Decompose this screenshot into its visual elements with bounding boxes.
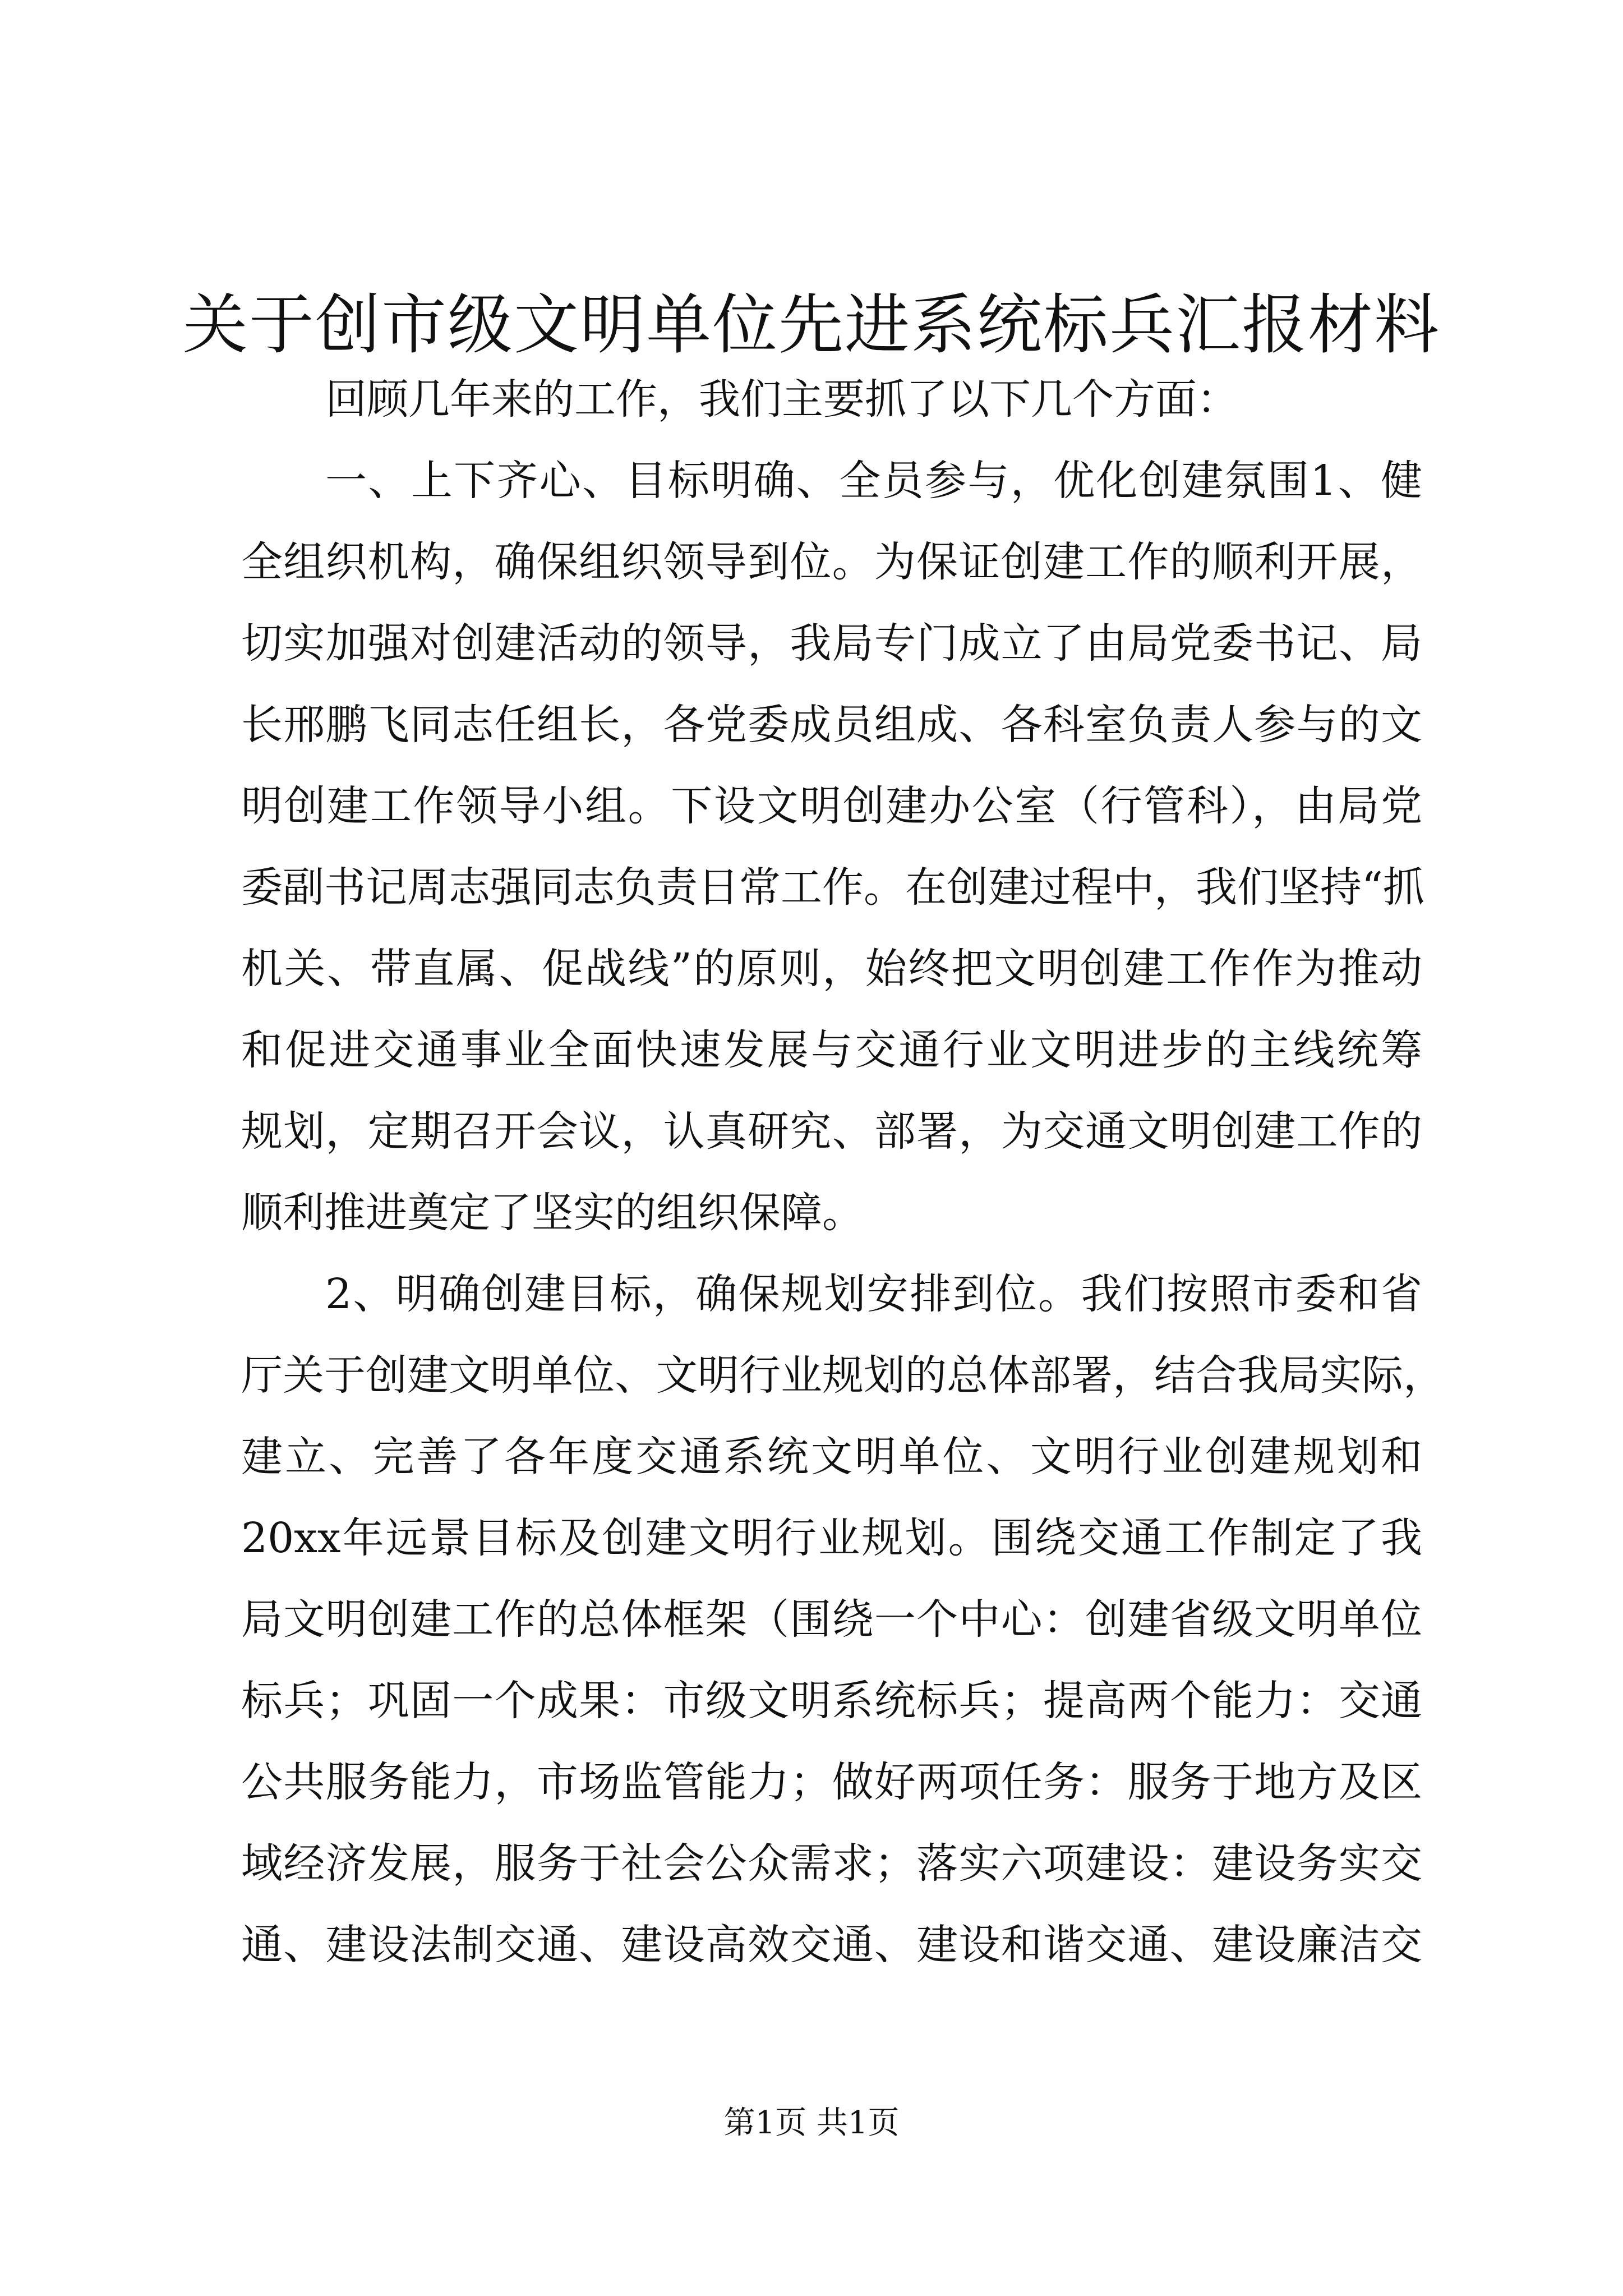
text-line: 2、明确创建目标，确保规划安排到位。我们按照市委和省 (325, 1270, 1422, 1318)
text-line: 机关、带直属、促战线”的原则，始终把文明创建工作作为推动 (241, 945, 1422, 993)
text-line: 回顾几年来的工作，我们主要抓了以下几个方面： (325, 375, 1238, 424)
text-line: 顺利推进奠定了坚实的组织保障。 (241, 1189, 864, 1237)
paragraph-section-2 (241, 1254, 1445, 1986)
text-line: 公共服务能力，市场监管能力；做好两项任务：服务于地方及区 (241, 1758, 1422, 1806)
paragraph-section-1 (241, 440, 1422, 1254)
text-line: 一、上下齐心、目标明确、全员参与，优化创建氛围1、健 (325, 457, 1422, 505)
text-line: 委副书记周志强同志负责日常工作。在创建过程中，我们坚持“抓 (241, 863, 1424, 912)
page-footer: 第1页 共1页 (723, 2105, 900, 2141)
text-line: 标兵；巩固一个成果：市级文明系统标兵；提高两个能力：交通 (241, 1677, 1422, 1725)
paragraph-intro (241, 359, 1422, 440)
text-line: 建立、完善了各年度交通系统文明单位、文明行业创建规划和 (241, 1433, 1422, 1481)
text-line: 长邢鹏飞同志任组长，各党委成员组成、各科室负责人参与的文 (241, 701, 1422, 749)
text-line: 20xx年远景目标及创建文明行业规划。围绕交通工作制定了我 (241, 1514, 1422, 1562)
text-line: 和促进交通事业全面快速发展与交通行业文明进步的主线统筹 (241, 1026, 1422, 1074)
text-line: 切实加强对创建活动的领导，我局专门成立了由局党委书记、局 (241, 619, 1422, 668)
text-line: 规划，定期召开会议，认真研究、部署，为交通文明创建工作的 (241, 1107, 1422, 1156)
document-title: 关于创市级文明单位先进系统标兵汇报材料 (183, 287, 1440, 363)
text-line: 域经济发展，服务于社会公众需求；落实六项建设：建设务实交 (241, 1839, 1422, 1888)
text-line: 通、建设法制交通、建设高效交通、建设和谐交通、建设廉洁交 (241, 1921, 1422, 1969)
text-line: 局文明创建工作的总体框架（围绕一个中心：创建省级文明单位 (241, 1595, 1422, 1644)
text-line: 明创建工作领导小组。下设文明创建办公室（行管科），由局党 (241, 782, 1422, 830)
text-line: 厅关于创建文明单位、文明行业规划的总体部署，结合我局实际， (241, 1351, 1445, 1400)
text-line: 全组织机构，确保组织领导到位。为保证创建工作的顺利开展， (241, 538, 1422, 586)
